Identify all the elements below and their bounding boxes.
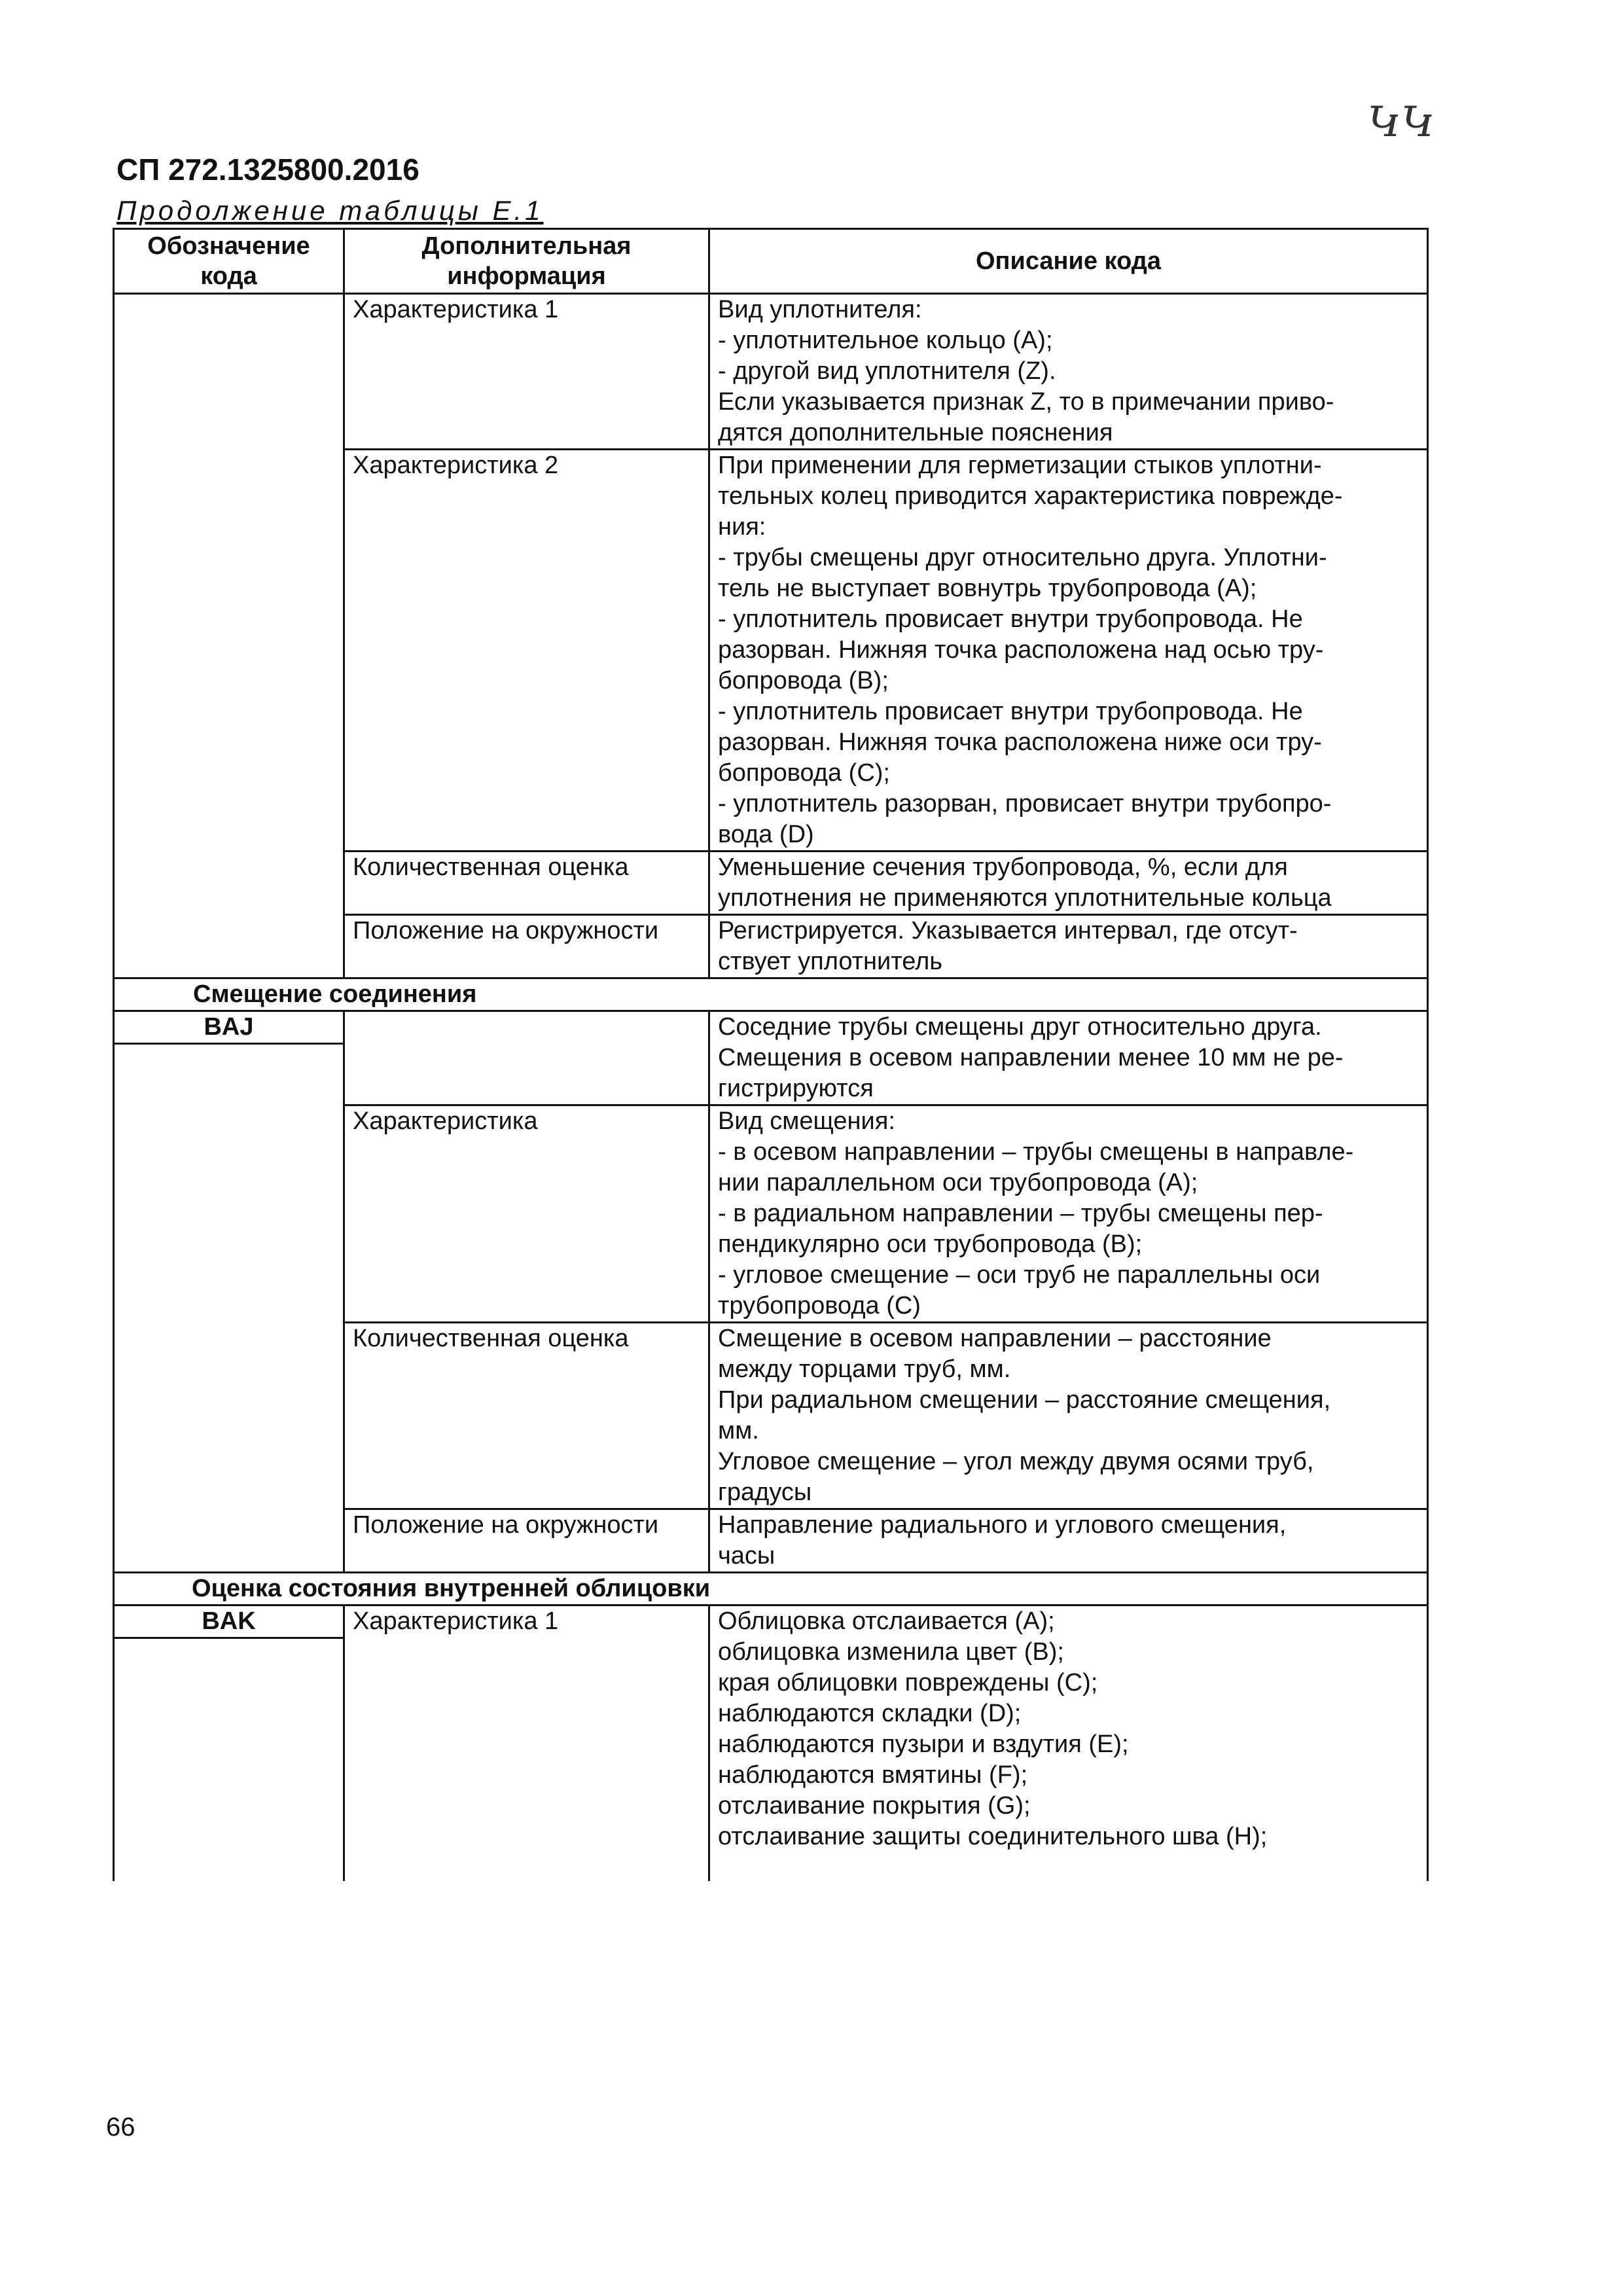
description-line: трубопровода (С) <box>718 1292 921 1319</box>
info-cell: Характеристика 2 <box>344 450 709 852</box>
description-line: мм. <box>718 1417 759 1444</box>
description-line: Вид уплотнителя: <box>718 296 922 323</box>
description-line: - в осевом направлении – трубы смещены в направле- <box>718 1138 1354 1166</box>
info-cell: Характеристика 1 <box>344 1605 709 1882</box>
description-line: - уплотнитель разорван, провисает внутри трубопро- <box>718 790 1332 817</box>
description-cell <box>709 1105 1428 1323</box>
description-line: часы <box>718 1542 776 1570</box>
description-line: При применении для герметизации стыков уплотни- <box>718 452 1322 479</box>
code-table <box>113 228 1429 1881</box>
description-cell <box>709 1011 1428 1105</box>
header-code: Обозначение кода <box>114 229 344 294</box>
description-cell <box>709 1323 1428 1509</box>
code-cell <box>114 915 344 978</box>
description-line: Направление радиального и углового смещения, <box>718 1511 1287 1539</box>
description-line: отслаивание защиты соединительного шва (Н); <box>718 1823 1268 1850</box>
description-line: вода (D) <box>718 821 814 848</box>
table-row <box>114 294 1428 450</box>
table-row <box>114 852 1428 915</box>
header-info: Дополнительная информация <box>344 229 709 294</box>
info-cell: Количественная оценка <box>344 852 709 915</box>
info-cell: Характеристика <box>344 1105 709 1323</box>
table-row <box>114 1323 1428 1509</box>
description-cell <box>709 852 1428 915</box>
description-line: При радиальном смещении – расстояние смещения, <box>718 1386 1331 1414</box>
handwritten-page-mark: ԿԿ <box>1368 98 1435 147</box>
description-line: - другой вид уплотнителя (Z). <box>718 357 1056 385</box>
description-line: Соседние трубы смещены друг относительно друга. <box>718 1013 1322 1041</box>
info-cell <box>344 1011 709 1105</box>
description-line: тельных колец приводится характеристика поврежде- <box>718 482 1343 510</box>
table-header-row <box>114 229 1428 294</box>
description-line: бопровода (В); <box>718 667 889 694</box>
code-cell <box>114 1011 344 1105</box>
section-title: Оценка состояния внутренней облицовки <box>114 1573 1428 1605</box>
description-line: разорван. Нижняя точка расположена ниже оси тру- <box>718 728 1322 756</box>
description-line: между торцами труб, мм. <box>718 1355 1011 1383</box>
description-line: - трубы смещены друг относительно друга. Уплотни- <box>718 544 1327 571</box>
table-row <box>114 1509 1428 1573</box>
description-line: края облицовки повреждены (С); <box>718 1669 1098 1696</box>
description-line: нии параллельном оси трубопровода (А); <box>718 1169 1198 1196</box>
description-line: - угловое смещение – оси труб не параллельны оси <box>718 1261 1321 1289</box>
info-cell: Характеристика 1 <box>344 294 709 450</box>
info-cell: Положение на окружности <box>344 1509 709 1573</box>
description-line: Если указывается признак Z, то в примечании приво- <box>718 388 1334 416</box>
document-code: СП 272.1325800.2016 <box>116 152 419 187</box>
description-line: облицовка изменила цвет (В); <box>718 1638 1064 1666</box>
code-cell <box>114 852 344 915</box>
description-cell <box>709 450 1428 852</box>
description-line: - в радиальном направлении – трубы смещены пер- <box>718 1200 1323 1227</box>
description-line: бопровода (С); <box>718 759 890 787</box>
description-cell <box>709 1509 1428 1573</box>
description-cell <box>709 294 1428 450</box>
code-label: BAK <box>115 1606 343 1639</box>
description-line: Облицовка отслаивается (А); <box>718 1607 1055 1635</box>
code-cell <box>114 1605 344 1882</box>
description-line: уплотнения не применяются уплотнительные кольца <box>718 884 1332 912</box>
section-title: Смещение соединения <box>114 978 1428 1011</box>
description-line: гистрируются <box>718 1075 874 1102</box>
description-line: Смещение в осевом направлении – расстояние <box>718 1325 1272 1352</box>
description-line: разорван. Нижняя точка расположена над осью тру- <box>718 636 1324 664</box>
table-row <box>114 450 1428 852</box>
description-line: Смещения в осевом направлении менее 10 мм не ре- <box>718 1044 1344 1071</box>
description-line: ния: <box>718 513 766 541</box>
table-row <box>114 1605 1428 1882</box>
section-row <box>114 978 1428 1011</box>
description-line: - уплотнитель провисает внутри трубопровода. Не <box>718 698 1303 725</box>
header-description: Описание кода <box>709 229 1428 294</box>
description-line: Уменьшение сечения трубопровода, %, если для <box>718 853 1288 881</box>
description-line: Угловое смещение – угол между двумя осями труб, <box>718 1448 1314 1475</box>
description-line: - уплотнительное кольцо (А); <box>718 327 1053 354</box>
description-cell <box>709 1605 1428 1882</box>
info-cell: Положение на окружности <box>344 915 709 978</box>
description-line: отслаивание покрытия (G); <box>718 1792 1031 1820</box>
info-cell: Количественная оценка <box>344 1323 709 1509</box>
page-number: 66 <box>106 2113 135 2142</box>
description-line: наблюдаются складки (D); <box>718 1700 1022 1727</box>
code-cell <box>114 1105 344 1323</box>
description-line: Регистрируется. Указывается интервал, где отсут- <box>718 917 1298 944</box>
description-line: тель не выступает вовнутрь трубопровода (А); <box>718 575 1257 602</box>
description-line: - уплотнитель провисает внутри трубопровода. Не <box>718 605 1303 633</box>
code-cell <box>114 294 344 450</box>
table-row <box>114 1011 1428 1105</box>
description-line: Вид смещения: <box>718 1107 895 1135</box>
table-caption: Продолжение таблицы Е.1 <box>116 195 544 226</box>
description-line: наблюдаются вмятины (F); <box>718 1761 1028 1789</box>
description-line: ствует уплотнитель <box>718 948 943 975</box>
description-line: дятся дополнительные пояснения <box>718 419 1113 446</box>
code-cell <box>114 450 344 852</box>
table-row <box>114 915 1428 978</box>
code-cell <box>114 1509 344 1573</box>
code-label: BAJ <box>115 1012 343 1045</box>
description-line: наблюдаются пузыри и вздутия (Е); <box>718 1731 1129 1758</box>
description-cell <box>709 915 1428 978</box>
table-row <box>114 1105 1428 1323</box>
section-row <box>114 1573 1428 1605</box>
description-line: пендикулярно оси трубопровода (В); <box>718 1230 1143 1258</box>
code-cell <box>114 1323 344 1509</box>
description-line: градусы <box>718 1479 812 1506</box>
